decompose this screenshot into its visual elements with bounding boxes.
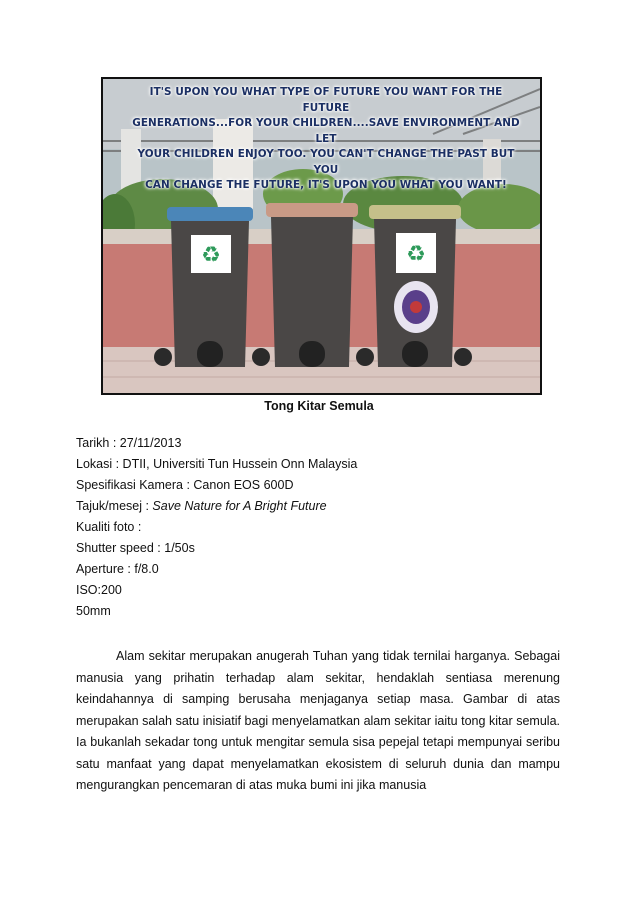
recycle-bins-photo: [101, 77, 542, 395]
svg-text:♻: ♻: [406, 241, 426, 266]
meta-iso: ISO:200: [76, 583, 122, 597]
meta-title: [76, 496, 357, 517]
meta-focal: 50mm: [76, 604, 111, 618]
meta-quality: Kualiti foto :: [76, 520, 142, 534]
svg-text:♻: ♻: [201, 242, 221, 267]
meta-aperture: Aperture : f/8.0: [76, 562, 159, 576]
meta-camera: Spesifikasi Kamera : Canon EOS 600D: [76, 478, 294, 492]
meta-title-value: Save Nature for A Bright Future: [152, 499, 327, 513]
overlay-line: IT'S UPON YOU WHAT TYPE OF FUTURE YOU WANT FOR THE FUTURE: [149, 86, 503, 114]
overlay-line: CAN CHANGE THE FUTURE, IT'S UPON YOU WHAT YOU WANT!: [145, 179, 507, 191]
photo-metadata: [76, 433, 357, 622]
meta-title-label: Tajuk/mesej :: [76, 499, 153, 513]
photo-caption: Tong Kitar Semula: [264, 399, 374, 413]
photo-overlay-message: [131, 85, 521, 194]
overlay-line: GENERATIONS...FOR YOUR CHILDREN....SAVE ENVIRONMENT AND LET: [132, 117, 520, 145]
meta-date: Tarikh : 27/11/2013: [76, 436, 182, 450]
meta-location: Lokasi : DTII, Universiti Tun Hussein Onn Malaysia: [76, 457, 358, 471]
overlay-line: YOUR CHILDREN ENJOY TOO. YOU CAN'T CHANGE THE PAST BUT YOU: [137, 148, 515, 176]
body-paragraph: Alam sekitar merupakan anugerah Tuhan yang tidak ternilai harganya. Sebagai manusia yang prihatin terhadap alam sekitar, hendaklah sentiasa merenung keindahannya di samping berusaha menjaganya setiap masa. Gambar di atas merupakan salah satu inisiatif bagi menyelamatkan alam sekitar iaitu tong kitar semula. Ia bukanlah sekadar tong untuk mengitar semula sisa pepejal tetapi mempunyai seribu satu manfaat yang dapat menyelamatkan ekosistem di seluruh dunia dan mampu mengurangkan pencemaran di atas muka bumi ini jika manusia: [76, 649, 560, 792]
meta-shutter: Shutter speed : 1/50s: [76, 541, 195, 555]
